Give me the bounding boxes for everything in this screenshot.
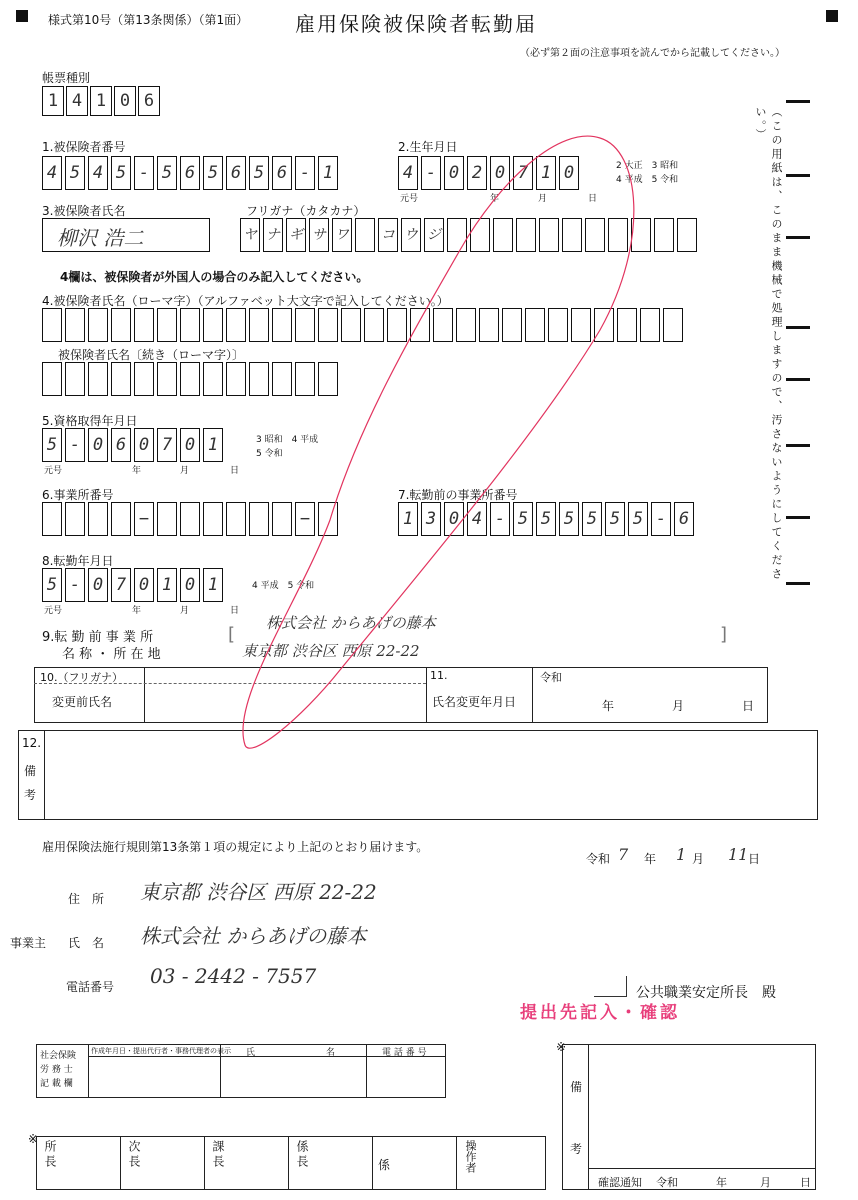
prev-office-number-label: 7.転勤前の事業所番号	[398, 488, 518, 502]
digit-box: 6	[138, 86, 160, 116]
insured-number-label: 1.被保険者番号	[42, 140, 126, 154]
char-box: 5	[559, 502, 579, 536]
char-box: 0	[559, 156, 579, 190]
unit-label: 元号	[400, 194, 419, 204]
char-box: -	[651, 502, 671, 536]
prev-office-name: 株式会社 からあげの藤本	[266, 614, 436, 632]
declaration-era: 令和	[586, 852, 611, 866]
char-box: 7	[111, 568, 131, 602]
name-label: 氏 名	[68, 936, 105, 950]
char-box: 1	[536, 156, 556, 190]
day-label: 日	[748, 852, 761, 866]
char-box: 1	[203, 428, 223, 462]
year-label: 年	[716, 1176, 727, 1189]
char-box: 1	[318, 156, 338, 190]
bracket-right: ]	[720, 624, 728, 645]
char-box: -	[134, 156, 154, 190]
page-title: 雇用保険被保険者転勤届	[295, 12, 537, 36]
char-box: 6	[226, 156, 246, 190]
sharoushi-label: 社会保険	[40, 1051, 77, 1061]
unit-label: 日	[230, 466, 240, 476]
unit-label: 元号	[44, 606, 63, 616]
stamp-cell-label: 係長	[295, 1140, 309, 1170]
char-box: 0	[134, 568, 154, 602]
kana-box: ギ	[286, 218, 306, 252]
sharoushi-col: 電 話 番 号	[382, 1048, 427, 1058]
unit-label: 年	[132, 606, 142, 616]
address-label: 住 所	[68, 892, 105, 906]
char-box: 0	[180, 428, 200, 462]
office-remarks-label: 備	[570, 1080, 583, 1094]
romaji-cont-label: 被保険者氏名〔続き（ローマ字）〕	[58, 348, 245, 362]
char-box: 6	[272, 156, 292, 190]
sharoushi-col: 氏	[246, 1048, 256, 1058]
char-box: 5	[536, 502, 556, 536]
employer-role: 事業主	[10, 936, 47, 950]
char-box: 2	[467, 156, 487, 190]
char-box: 0	[180, 568, 200, 602]
char-box: 5	[628, 502, 648, 536]
hyphen-box: −	[295, 502, 315, 536]
name-change-date-label: 氏名変更年月日	[432, 695, 517, 709]
char-box: 0	[490, 156, 510, 190]
char-box: 0	[444, 502, 464, 536]
slip-type-label: 帳票種別	[42, 71, 91, 85]
prev-office-address: 東京都 渋谷区 西原 22-22	[242, 642, 420, 660]
char-box: 4	[42, 156, 62, 190]
furigana-label: フリガナ（カタカナ）	[246, 204, 366, 218]
office-addressee: 公共職業安定所長 殿	[636, 985, 776, 1001]
unit-label: 月	[538, 194, 548, 204]
furigana-label: 10.（フリガナ）	[40, 671, 123, 684]
char-box: 7	[157, 428, 177, 462]
acquisition-date-label: 5.資格取得年月日	[42, 414, 138, 428]
insured-name-label: 3.被保険者氏名	[42, 204, 126, 218]
era-label: 令和	[656, 1176, 678, 1189]
digit-box: 1	[42, 86, 64, 116]
char-box: 5	[157, 156, 177, 190]
office-remarks-label: 考	[570, 1142, 583, 1156]
stamp-cell-label: 操作者	[464, 1140, 477, 1173]
char-box: 0	[444, 156, 464, 190]
foreigner-note: 4欄は、被保険者が外国人の場合のみ記入してください。	[60, 270, 369, 284]
phone-label: 電話番号	[66, 980, 115, 994]
remarks-label: 考	[24, 788, 37, 802]
day-label: 日	[800, 1176, 811, 1189]
stamp-cell-label: 所長	[43, 1140, 57, 1170]
office-number-label: 6.事業所番号	[42, 488, 114, 502]
declaration-text: 雇用保険法施行規則第13条第１項の規定により上記のとおり届けます。	[42, 840, 429, 854]
era-note: 3 昭和 4 平成	[256, 435, 319, 445]
sharoushi-col: 名	[326, 1048, 336, 1058]
unit-label: 元号	[44, 466, 63, 476]
char-box: 0	[134, 428, 154, 462]
unit-label: 年	[490, 194, 500, 204]
romaji-name-label: 4.被保険者氏名（ローマ字）（アルファベット大文字で記入してください。）	[42, 294, 449, 308]
era-note: 2 大正 3 昭和	[616, 161, 679, 171]
confirm-label: 確認通知	[598, 1176, 642, 1189]
char-box: -	[65, 568, 85, 602]
char-box: 5	[65, 156, 85, 190]
char-box: 7	[513, 156, 533, 190]
era-label: 令和	[540, 671, 562, 684]
stamp-cell-label: 係	[378, 1158, 391, 1172]
char-box: 5	[111, 156, 131, 190]
char-box: 6	[111, 428, 131, 462]
char-box: -	[65, 428, 85, 462]
kana-box: ジ	[424, 218, 444, 252]
declaration-month: 1	[676, 845, 687, 864]
remarks-number: 12.	[22, 736, 42, 750]
day-label: 日	[742, 699, 755, 713]
era-note: 4 平成 5 令和	[252, 581, 315, 591]
char-box: 3	[421, 502, 441, 536]
insured-name-value: 柳沢 浩二	[57, 226, 144, 250]
kana-box: ワ	[332, 218, 352, 252]
kana-box: サ	[309, 218, 329, 252]
char-box: -	[490, 502, 510, 536]
char-box: 5	[582, 502, 602, 536]
digit-box: 0	[114, 86, 136, 116]
declaration-day: 11	[728, 845, 749, 864]
kana-box: ウ	[401, 218, 421, 252]
employer-name-value: 株式会社 からあげの藤本	[140, 924, 367, 948]
char-box: 5	[605, 502, 625, 536]
char-box: 4	[398, 156, 418, 190]
kana-box: ナ	[263, 218, 283, 252]
declaration-year: 7	[618, 845, 629, 864]
hyphen-box: −	[134, 502, 154, 536]
digit-box: 1	[90, 86, 112, 116]
sharoushi-label: 労 務 士	[40, 1065, 73, 1075]
char-box: 6	[180, 156, 200, 190]
month-label: 月	[672, 699, 685, 713]
sharoushi-label: 記 載 欄	[40, 1079, 73, 1089]
remarks-label: 備	[24, 764, 37, 778]
month-label: 月	[760, 1176, 771, 1189]
char-box: 1	[157, 568, 177, 602]
stamp-cell-label: 次長	[127, 1140, 141, 1170]
prev-office-label: 9.転 勤 前 事 業 所	[42, 630, 154, 645]
era-note: 4 平成 5 令和	[616, 175, 679, 185]
instruction-note: （必ず第２面の注意事項を読んでから記載してください。）	[520, 48, 785, 59]
unit-label: 日	[588, 194, 598, 204]
char-box: 0	[88, 568, 108, 602]
char-box: 5	[513, 502, 533, 536]
prev-name-label: 変更前氏名	[52, 695, 113, 709]
char-box: 5	[42, 428, 62, 462]
char-box: 4	[88, 156, 108, 190]
char-box: 6	[674, 502, 694, 536]
char-box: 5	[249, 156, 269, 190]
machine-processing-note: （この用紙は、このまま機械で処理しますので、汚さないようにしてください。）	[754, 106, 783, 582]
char-box: 5	[203, 156, 223, 190]
submission-stamp: 提出先記入・確認	[520, 1003, 680, 1023]
kana-box: ヤ	[240, 218, 260, 252]
unit-label: 月	[180, 466, 190, 476]
char-box: -	[421, 156, 441, 190]
asterisk-mark: ※	[28, 1132, 39, 1146]
char-box: 1	[203, 568, 223, 602]
sharoushi-col: 作成年月日・提出代行者・事務代理者の表示	[91, 1047, 231, 1055]
birthdate-label: 2.生年月日	[398, 140, 458, 154]
stamp-cell-label: 課長	[211, 1140, 225, 1170]
kana-box: コ	[378, 218, 398, 252]
unit-label: 日	[230, 606, 240, 616]
unit-label: 年	[132, 466, 142, 476]
asterisk-mark: ※	[556, 1040, 567, 1054]
prev-office-label-2: 名 称 ・ 所 在 地	[62, 647, 161, 662]
month-label: 月	[692, 852, 705, 866]
transfer-date-label: 8.転勤年月日	[42, 554, 114, 568]
address-value: 東京都 渋谷区 西原 22-22	[140, 880, 377, 904]
year-label: 年	[644, 852, 657, 866]
char-box: -	[295, 156, 315, 190]
field-11-number: 11.	[430, 669, 448, 682]
char-box: 4	[467, 502, 487, 536]
char-box: 1	[398, 502, 418, 536]
char-box: 5	[42, 568, 62, 602]
bracket-left: [	[228, 624, 236, 645]
unit-label: 月	[180, 606, 190, 616]
phone-value: 03 - 2442 - 7557	[150, 964, 317, 988]
digit-box: 4	[66, 86, 88, 116]
era-note: 5 令和	[256, 449, 283, 459]
year-label: 年	[602, 699, 615, 713]
form-number: 様式第10号（第13条関係）（第1面）	[48, 13, 249, 27]
char-box: 0	[88, 428, 108, 462]
